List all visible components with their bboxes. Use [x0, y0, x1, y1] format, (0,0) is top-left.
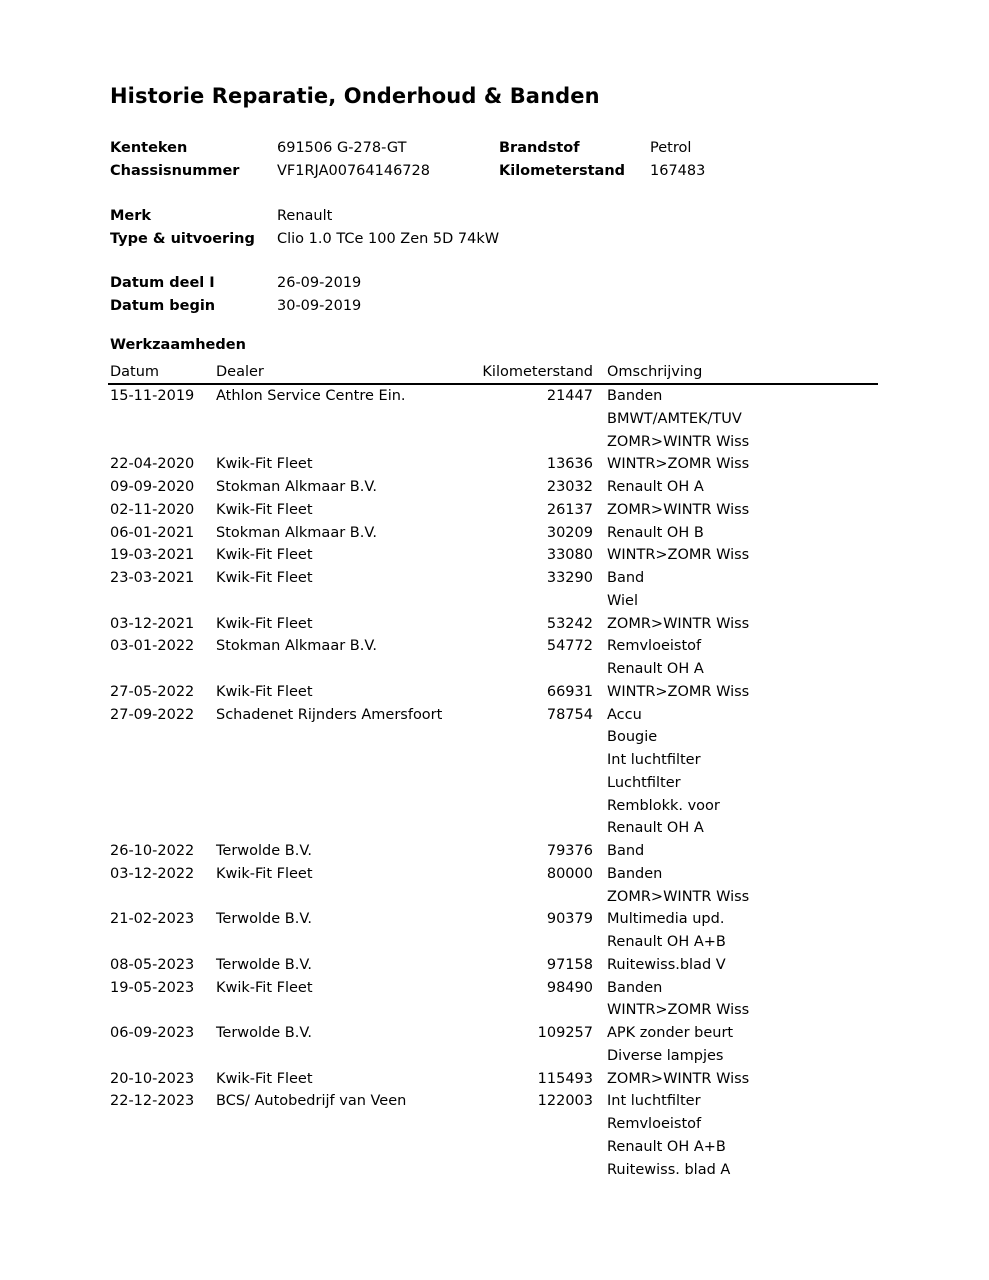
table-row — [108, 817, 878, 840]
row-kilometerstand: 53242 — [546, 615, 593, 632]
row-omschrijving: WINTR>ZOMR Wiss — [607, 1002, 750, 1019]
row-omschrijving: Renault OH A — [607, 479, 704, 495]
table-row — [108, 749, 878, 772]
merk-label: Merk — [110, 208, 152, 224]
row-date: 03-01-2022 — [110, 638, 195, 655]
row-omschrijving: Int luchtfilter — [607, 752, 701, 768]
kilometerstand-value: 167483 — [650, 163, 706, 179]
table-row — [108, 1090, 878, 1113]
row-omschrijving: Renault OH A+B — [607, 1138, 726, 1155]
row-kilometerstand: 33080 — [546, 547, 593, 564]
section-title: Werkzaamheden — [110, 337, 246, 353]
row-date: 06-09-2023 — [110, 1025, 195, 1041]
brandstof-value: Petrol — [650, 140, 692, 156]
row-dealer: Terwolde B.V. — [216, 1025, 312, 1041]
row-dealer: Terwolde B.V. — [216, 956, 312, 973]
row-date: 19-05-2023 — [110, 979, 195, 996]
row-dealer: Kwik-Fit Fleet — [216, 570, 313, 586]
table-row — [108, 908, 878, 931]
row-kilometerstand: 13636 — [546, 456, 593, 473]
row-date: 09-09-2020 — [110, 479, 195, 495]
row-omschrijving: Renault OH B — [607, 524, 704, 541]
row-date: 22-04-2020 — [110, 456, 195, 473]
table-row — [108, 567, 878, 590]
row-kilometerstand: 66931 — [546, 683, 593, 700]
info-row-datum-begin — [0, 295, 989, 317]
row-dealer: Kwik-Fit Fleet — [216, 501, 313, 518]
table-row — [108, 1159, 878, 1182]
kilometerstand-label: Kilometerstand — [499, 163, 626, 179]
row-omschrijving: Remvloeistof — [607, 1116, 702, 1132]
page-title: Historie Reparatie, Onderhoud & Banden — [110, 84, 600, 108]
row-omschrijving: Banden — [607, 388, 663, 404]
row-dealer: Stokman Alkmaar B.V. — [216, 479, 377, 495]
row-date: 21-02-2023 — [110, 911, 195, 928]
row-dealer: Kwik-Fit Fleet — [216, 1070, 313, 1087]
row-kilometerstand: 97158 — [546, 956, 593, 973]
row-dealer: Kwik-Fit Fleet — [216, 979, 313, 996]
column-header-kilometerstand: Kilometerstand — [482, 364, 593, 380]
row-date: 02-11-2020 — [110, 501, 195, 518]
row-dealer: Kwik-Fit Fleet — [216, 865, 313, 882]
table-row — [108, 886, 878, 909]
row-omschrijving: Banden — [607, 865, 663, 882]
row-omschrijving: Int luchtfilter — [607, 1093, 701, 1110]
row-kilometerstand: 109257 — [537, 1025, 593, 1041]
table-row — [108, 658, 878, 681]
row-date: 22-12-2023 — [110, 1093, 195, 1110]
row-kilometerstand: 33290 — [546, 570, 593, 586]
table-row — [108, 431, 878, 454]
table-row — [108, 704, 878, 727]
row-dealer: Kwik-Fit Fleet — [216, 683, 313, 700]
row-omschrijving: Luchtfilter — [607, 774, 681, 791]
row-date: 26-10-2022 — [110, 843, 195, 859]
row-omschrijving: ZOMR>WINTR Wiss — [607, 888, 750, 905]
row-kilometerstand: 98490 — [546, 979, 593, 996]
row-omschrijving: WINTR>ZOMR Wiss — [607, 547, 750, 564]
column-header-datum: Datum — [110, 364, 160, 380]
merk-value: Renault — [277, 208, 333, 224]
row-dealer: Terwolde B.V. — [216, 843, 312, 859]
row-date: 03-12-2022 — [110, 865, 195, 882]
row-omschrijving: Multimedia upd. — [607, 911, 725, 928]
row-kilometerstand: 21447 — [546, 388, 593, 404]
row-kilometerstand: 79376 — [546, 843, 593, 859]
row-date: 08-05-2023 — [110, 956, 195, 973]
table-body — [108, 385, 878, 1181]
row-date: 27-05-2022 — [110, 683, 195, 700]
row-omschrijving: Diverse lampjes — [607, 1047, 724, 1064]
row-dealer: Schadenet Rijnders Amersfoort — [216, 706, 443, 723]
row-omschrijving: Band — [607, 843, 645, 859]
kenteken-label: Kenteken — [110, 140, 188, 156]
table-row — [108, 726, 878, 749]
row-kilometerstand: 122003 — [537, 1093, 593, 1110]
row-omschrijving: Renault OH A+B — [607, 934, 726, 950]
table-row — [108, 476, 878, 499]
table-row — [108, 999, 878, 1022]
row-omschrijving: Band — [607, 570, 645, 586]
row-dealer: Kwik-Fit Fleet — [216, 547, 313, 564]
row-omschrijving: ZOMR>WINTR Wiss — [607, 501, 750, 518]
info-row-chassis — [0, 160, 989, 182]
info-row-datum-deel — [0, 272, 989, 294]
table-row — [108, 1068, 878, 1091]
table-header — [108, 361, 878, 385]
datum-begin-label: Datum begin — [110, 298, 216, 314]
datum-deel-label: Datum deel I — [110, 275, 215, 291]
row-dealer: Stokman Alkmaar B.V. — [216, 638, 377, 655]
type-value: Clio 1.0 TCe 100 Zen 5D 74kW — [277, 231, 500, 247]
row-omschrijving: ZOMR>WINTR Wiss — [607, 1070, 750, 1087]
row-dealer: BCS/ Autobedrijf van Veen — [216, 1093, 407, 1110]
row-omschrijving: BMWT/AMTEK/TUV — [607, 410, 742, 427]
row-date: 03-12-2021 — [110, 615, 195, 632]
type-label: Type & uitvoering — [110, 231, 255, 247]
row-kilometerstand: 78754 — [546, 706, 593, 723]
table-row — [108, 977, 878, 1000]
work-table — [108, 361, 878, 1181]
row-kilometerstand: 30209 — [546, 524, 593, 541]
table-row — [108, 772, 878, 795]
table-row — [108, 408, 878, 431]
row-omschrijving: Remblokk. voor — [607, 797, 720, 814]
row-dealer: Terwolde B.V. — [216, 911, 312, 928]
info-row-type — [0, 228, 989, 250]
row-dealer: Athlon Service Centre Ein. — [216, 388, 406, 404]
chassis-label: Chassisnummer — [110, 163, 240, 179]
table-row — [108, 590, 878, 613]
row-date: 15-11-2019 — [110, 388, 195, 404]
table-row — [108, 499, 878, 522]
table-row — [108, 1113, 878, 1136]
row-date: 20-10-2023 — [110, 1070, 195, 1087]
datum-begin-value: 30-09-2019 — [277, 298, 362, 314]
table-row — [108, 931, 878, 954]
table-row — [108, 453, 878, 476]
row-date: 06-01-2021 — [110, 524, 195, 541]
row-omschrijving: Banden — [607, 979, 663, 996]
table-row — [108, 1136, 878, 1159]
row-omschrijving: WINTR>ZOMR Wiss — [607, 456, 750, 473]
table-row — [108, 1045, 878, 1068]
row-date: 19-03-2021 — [110, 547, 195, 564]
row-date: 23-03-2021 — [110, 570, 195, 586]
row-omschrijving: Renault OH A — [607, 661, 704, 677]
table-row — [108, 385, 878, 408]
row-omschrijving: ZOMR>WINTR Wiss — [607, 615, 750, 632]
row-omschrijving: APK zonder beurt — [607, 1025, 734, 1041]
table-row — [108, 522, 878, 545]
table-row — [108, 613, 878, 636]
table-row — [108, 544, 878, 567]
row-kilometerstand: 115493 — [537, 1070, 593, 1087]
row-omschrijving: Ruitewiss.blad V — [607, 956, 726, 973]
datum-deel-value: 26-09-2019 — [277, 275, 362, 291]
table-row — [108, 1022, 878, 1045]
column-header-dealer: Dealer — [216, 364, 264, 380]
table-row — [108, 795, 878, 818]
info-row-merk — [0, 205, 989, 227]
row-kilometerstand: 54772 — [546, 638, 593, 655]
brandstof-label: Brandstof — [499, 140, 580, 156]
row-omschrijving: Accu — [607, 706, 642, 723]
table-row — [108, 681, 878, 704]
table-row — [108, 840, 878, 863]
column-header-omschrijving: Omschrijving — [607, 364, 703, 380]
row-omschrijving: ZOMR>WINTR Wiss — [607, 433, 750, 450]
row-kilometerstand: 26137 — [546, 501, 593, 518]
row-dealer: Stokman Alkmaar B.V. — [216, 524, 377, 541]
row-kilometerstand: 80000 — [546, 865, 593, 882]
row-omschrijving: Ruitewiss. blad A — [607, 1161, 731, 1178]
table-row — [108, 954, 878, 977]
row-omschrijving: Renault OH A — [607, 820, 704, 837]
row-omschrijving: Wiel — [607, 592, 638, 609]
row-dealer: Kwik-Fit Fleet — [216, 456, 313, 473]
row-omschrijving: WINTR>ZOMR Wiss — [607, 683, 750, 700]
row-kilometerstand: 23032 — [546, 479, 593, 495]
table-row — [108, 863, 878, 886]
chassis-value: VF1RJA00764146728 — [277, 163, 430, 179]
row-kilometerstand: 90379 — [546, 911, 593, 928]
info-row-kenteken — [0, 137, 989, 159]
row-omschrijving: Remvloeistof — [607, 638, 702, 655]
row-date: 27-09-2022 — [110, 706, 195, 723]
row-omschrijving: Bougie — [607, 729, 658, 746]
kenteken-value: 691506 G-278-GT — [277, 140, 407, 156]
row-dealer: Kwik-Fit Fleet — [216, 615, 313, 632]
table-row — [108, 635, 878, 658]
